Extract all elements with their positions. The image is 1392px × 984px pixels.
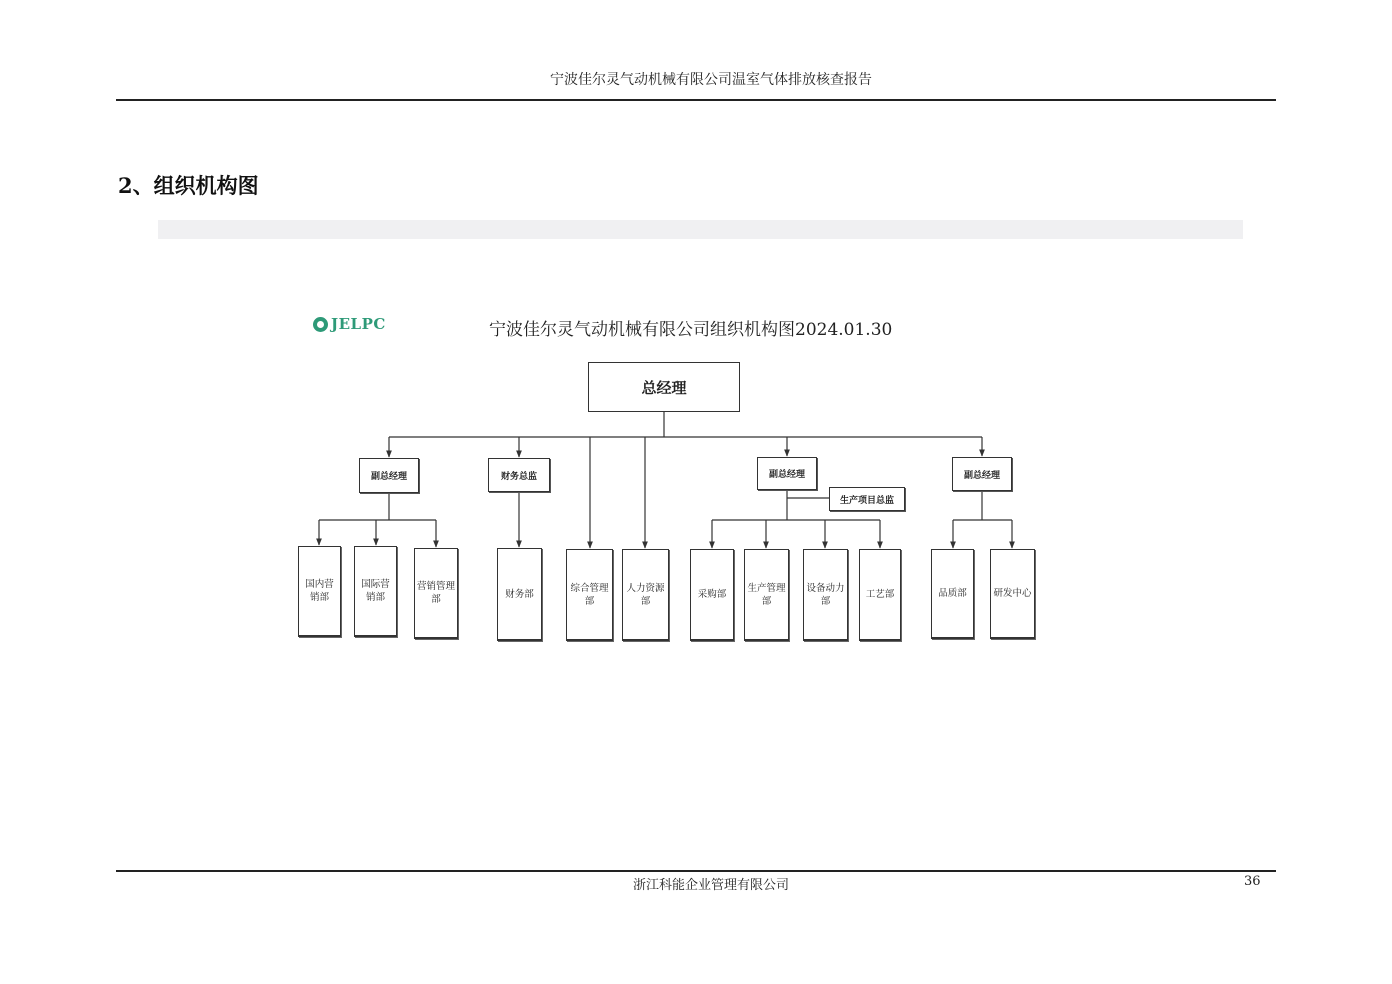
dept-finance: 财务部 <box>497 548 542 641</box>
deputy-gm-production-box: 副总经理 <box>757 457 817 490</box>
header-title: 宁波佳尔灵气动机械有限公司温室气体排放核查报告 <box>550 72 872 88</box>
page-number: 36 <box>1244 874 1261 889</box>
footer-rule <box>116 870 1276 872</box>
dept-quality: 品质部 <box>931 549 974 639</box>
dept-sales-mgmt: 营销管理部 <box>414 548 458 639</box>
logo-text: JELPC <box>331 315 386 333</box>
finance-director-box: 财务总监 <box>488 458 550 492</box>
ceo-box: 总经理 <box>588 362 740 412</box>
org-chart-title: 宁波佳尔灵气动机械有限公司组织机构图2024.01.30 <box>489 320 893 340</box>
dept-rnd: 研发中心 <box>990 549 1035 639</box>
dept-process: 工艺部 <box>859 549 901 641</box>
section-title: 2、组织机构图 <box>118 173 259 198</box>
dept-purchasing: 采购部 <box>690 549 734 641</box>
dept-production-mgmt: 生产管理部 <box>744 549 789 641</box>
deputy-gm-sales-box: 副总经理 <box>359 458 419 493</box>
production-director-box: 生产项目总监 <box>829 487 905 511</box>
dept-intl-sales: 国际营销部 <box>354 546 397 637</box>
dept-hr: 人力资源部 <box>622 549 669 641</box>
deputy-gm-quality-box: 副总经理 <box>952 457 1012 491</box>
dept-domestic-sales: 国内营销部 <box>298 546 341 637</box>
dept-equipment-power: 设备动力部 <box>803 549 848 641</box>
footer-company: 浙江科能企业管理有限公司 <box>632 878 789 893</box>
dept-general-mgmt: 综合管理部 <box>566 549 613 641</box>
